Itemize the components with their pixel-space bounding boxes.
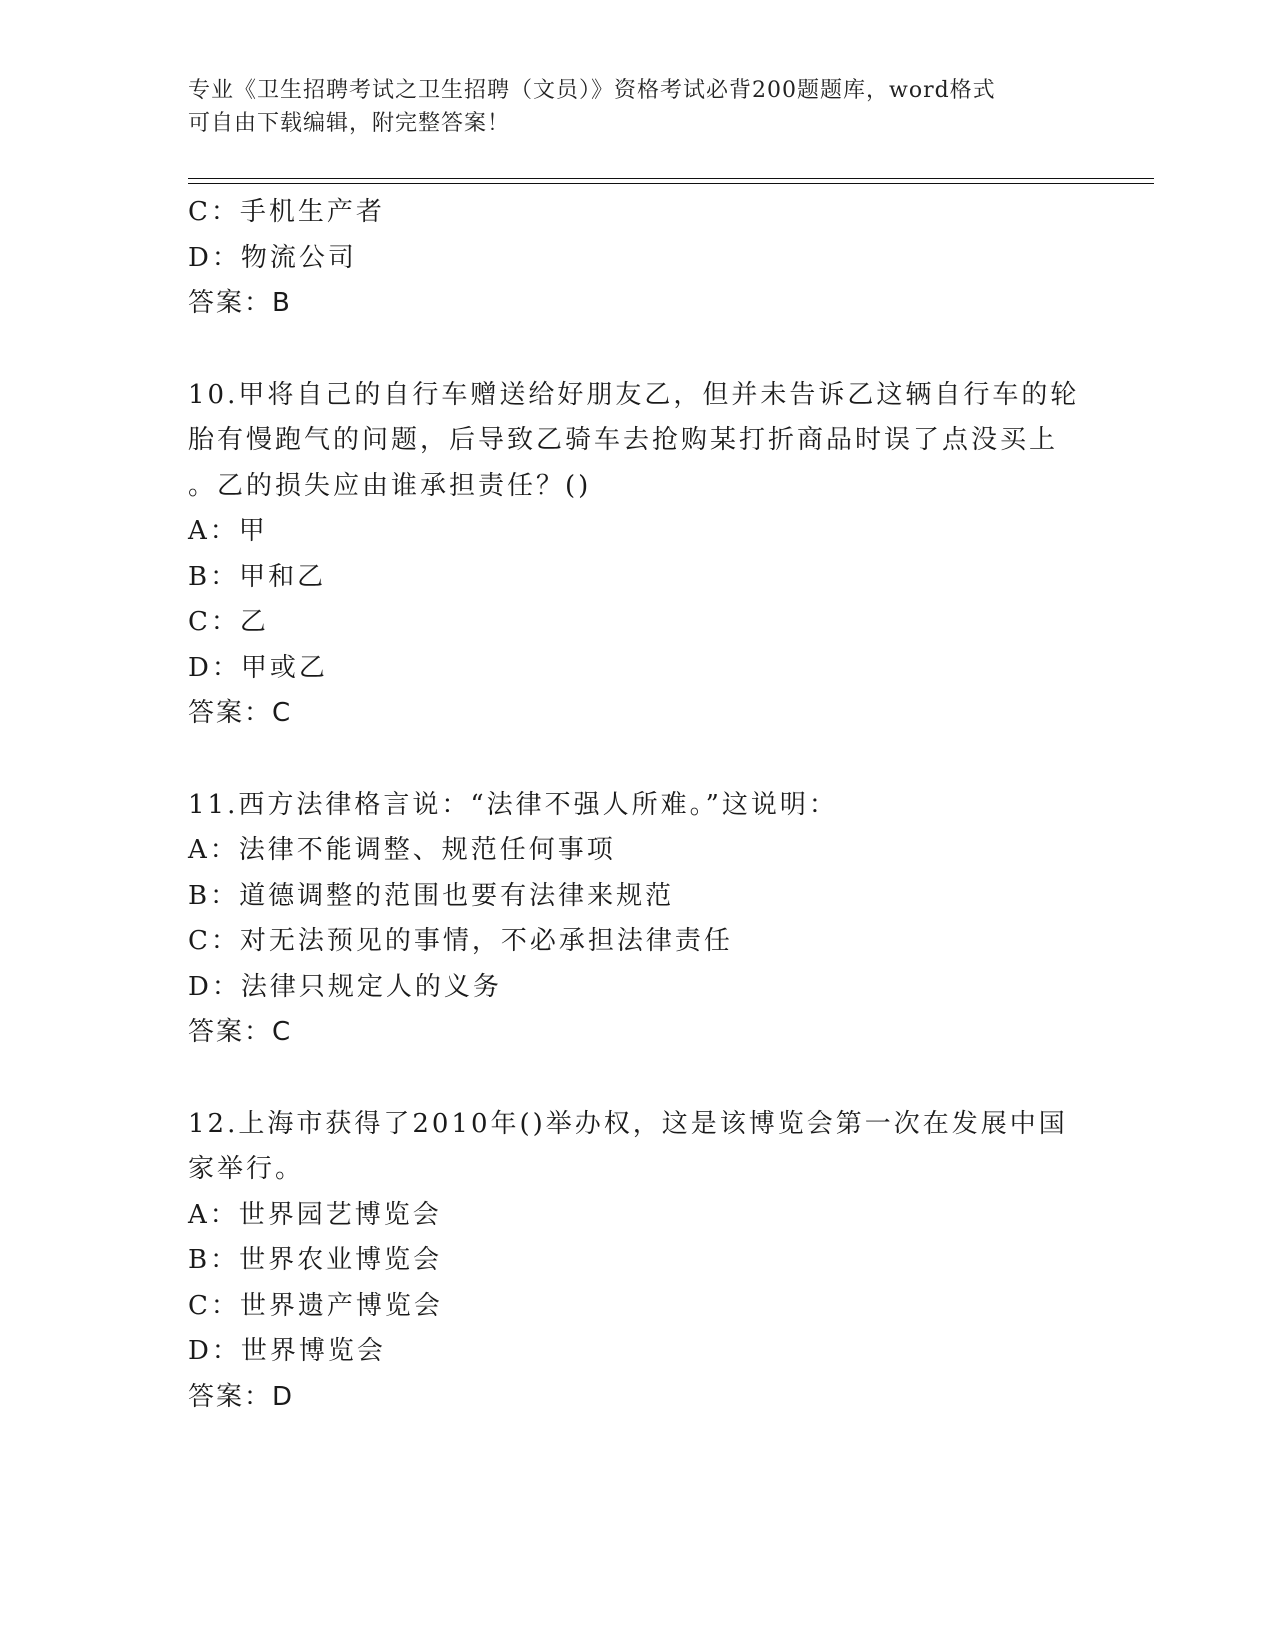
question-text-line: 11.西方法律格言说：“法律不强人所难。”这说明： xyxy=(188,789,838,820)
question-12 xyxy=(188,1102,1088,1421)
question-text-line: 胎有慢跑气的问题，后导致乙骑车去抢购某打折商品时误了点没买上 xyxy=(188,425,1059,455)
option-c: C：世界遗产博览会 xyxy=(188,1290,443,1321)
option-b: B：世界农业博览会 xyxy=(188,1245,443,1275)
header-rule-bottom xyxy=(188,183,1154,184)
option-c: C：对无法预见的事情，不必承担法律责任 xyxy=(188,926,733,956)
header-rule-top xyxy=(188,178,1154,179)
answer: 答案：C xyxy=(188,698,293,728)
question-list xyxy=(188,190,1088,1420)
header-line-1: 专业《卫生招聘考试之卫生招聘（文员）》资格考试必背200题题库，word格式 xyxy=(188,78,996,103)
previous-question-tail xyxy=(188,190,1088,327)
answer: 答案：D xyxy=(188,1381,295,1412)
answer: 答案：B xyxy=(188,288,292,318)
document-header xyxy=(188,74,1088,140)
header-line-2: 可自由下载编辑，附完整答案！ xyxy=(188,111,511,136)
option-a: A：甲 xyxy=(188,516,268,546)
spacer xyxy=(188,737,1088,783)
spacer xyxy=(188,1056,1088,1102)
spacer xyxy=(188,327,1088,373)
option-a: A：世界园艺博览会 xyxy=(188,1199,442,1230)
option-d: D：世界博览会 xyxy=(188,1336,386,1366)
option-c: C：乙 xyxy=(188,607,269,637)
option-c: C：手机生产者 xyxy=(188,197,385,227)
question-text-line: 12.上海市获得了2010年()举办权，这是该博览会第一次在发展中国 xyxy=(188,1108,1068,1139)
question-10 xyxy=(188,373,1088,737)
option-d: D：甲或乙 xyxy=(188,652,328,683)
question-text-line: 10.甲将自己的自行车赠送给好朋友乙，但并未告诉乙这辆自行车的轮 xyxy=(188,379,1080,410)
answer: 答案：C xyxy=(188,1017,293,1047)
option-d: D：法律只规定人的义务 xyxy=(188,971,502,1002)
option-b: B：道德调整的范围也要有法律来规范 xyxy=(188,880,675,911)
question-text-line: 家举行。 xyxy=(188,1154,305,1184)
question-11 xyxy=(188,783,1088,1056)
option-a: A：法律不能调整、规范任何事项 xyxy=(188,835,616,865)
option-d: D：物流公司 xyxy=(188,242,357,273)
option-b: B：甲和乙 xyxy=(188,561,327,592)
question-text-line: 。乙的损失应由谁承担责任？() xyxy=(188,470,592,501)
